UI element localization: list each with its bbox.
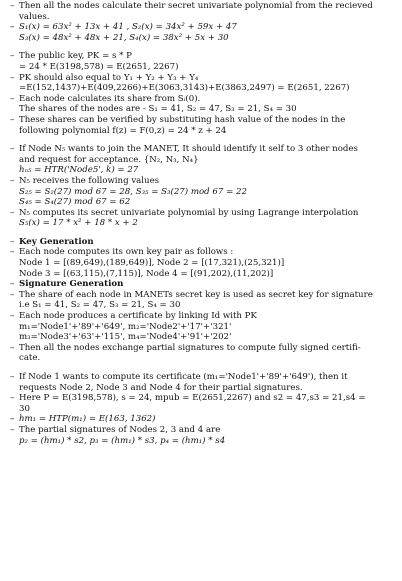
text-line: Node 3 = [(63,115),(7,115)], Node 4 = [(91,202),(11,202)] [19, 268, 274, 279]
text-line: – N₅ computes its secret univariate polynomial by using Lagrange interpolation [19, 207, 359, 218]
text-line: following polynomial f(z) = F(0,z) = 24 * z + 24 [19, 125, 227, 136]
text-line: – Then all the nodes calculate their secret univariate polynomial from the recieved [19, 1, 373, 11]
bullet-polynomial-intro [10, 1, 396, 22]
equation-line: – S₁(x) = 63x² + 13x + 41 , S₂(x) = 34x² + 59x + 47 [19, 22, 237, 33]
bullet-key-pairs [10, 247, 396, 279]
text-line: – Each node calculates its share from Sᵢ(0). [19, 93, 201, 104]
text-line: and request for acceptance. {N₂, N₃, N₄} [19, 154, 199, 165]
bullet-secret-share [10, 290, 396, 311]
equation-line: S₄₅ = S₄(27) mod 67 = 62 [19, 197, 131, 208]
text-line: – The public key, PK = s * P [19, 51, 132, 62]
bullet-node-join [10, 144, 396, 176]
text-line: – These shares can be verified by substituting hash value of the nodes in the [19, 114, 346, 125]
text-line: i.e S₁ = 41, S₂ = 47, S₃ = 21, S₄ = 30 [19, 300, 181, 311]
heading-key-generation: – Key Generation [10, 237, 396, 248]
spacer [10, 364, 396, 372]
bullet-lagrange [10, 208, 396, 229]
spacer [10, 43, 396, 51]
bullet-shares [10, 94, 396, 115]
text-line: – Here P = E(3198,578), s = 24, mpub = E(2651,2267) and s2 = 47,s3 = 21,s4 = [19, 393, 366, 404]
text-line: 30 [19, 403, 30, 414]
equation-line: hₙ₅ = HTR('Node5', k) = 27 [19, 165, 139, 176]
text-line: Node 1 = [(89,649),(189,649)], Node 2 = [(17,321),(25,321)] [19, 258, 285, 269]
bullet-hash [10, 414, 396, 425]
heading-signature-generation: – Signature Generation [10, 279, 396, 290]
equation-line: S₂₅ = S₂(27) mod 67 = 28, S₃₅ = S₃(27) mod 67 = 22 [19, 186, 247, 197]
text-line: – N₅ receives the following values [19, 175, 160, 186]
text-line: m₁='Node1'+'89'+'649', m₂='Node2'+'17'+'321' [19, 321, 232, 332]
bullet-verify [10, 115, 396, 136]
bullet-node1-request [10, 372, 396, 393]
text-line: – PK should also equal to Y₁ + Y₂ + Y₃ + Y₄ [19, 72, 199, 83]
text-line: m₃='Node3'+'63'+'115', m₄='Node4'+'91'+'202' [19, 332, 232, 343]
text-line: = 24 * E(3198,578) = E(2651, 2267) [19, 61, 179, 72]
bullet-parameters [10, 393, 396, 414]
bullet-exchange [10, 343, 396, 364]
text-line: requests Node 2, Node 3 and Node 4 for their partial signatures. [19, 382, 303, 393]
bullet-polynomials [10, 22, 396, 43]
equation-line: S₅(x) = 17 * x² + 18 * x + 2 [19, 218, 138, 229]
text-line: cate. [19, 353, 41, 364]
text-line: =E(152,1437)+E(409,2266)+E(3063,3143)+E(3863,2497) = E(2651, 2267) [19, 83, 350, 94]
text-line: The shares of the nodes are - S₁ = 41, S₂ = 47, S₃ = 21, S₄ = 30 [19, 104, 297, 115]
text-line: – Then all the nodes exchange partial signatures to compute fully signed certifi- [19, 342, 361, 353]
equation-line: S₃(x) = 48x² + 48x + 21, S₄(x) = 38x² + 5x + 30 [19, 32, 229, 43]
text-line: – Each node produces a certificate by linking Id with PK [19, 311, 257, 322]
text-line: – The share of each node in MANETs secret key is used as secret key for signature [19, 289, 373, 300]
bullet-partial-signatures [10, 425, 396, 446]
equation-line: – hm₁ = HTP(m₁) = E(163, 1362) [19, 414, 156, 425]
bullet-public-key [10, 51, 396, 72]
bullet-pk-sum [10, 73, 396, 94]
equation-line: p₂ = (hm₁) * s2, p₃ = (hm₁) * s3, p₄ = (hm₁) * s4 [19, 435, 226, 446]
spacer [10, 136, 396, 144]
text-line: – If Node 1 wants to compute its certificate (m₁='Node1'+'89'+'649'), then it [19, 372, 348, 382]
text-line: values. [19, 11, 50, 22]
text-line: – The partial signatures of Nodes 2, 3 and 4 are [19, 424, 221, 435]
bullet-received-values [10, 176, 396, 208]
spacer [10, 229, 396, 237]
bullet-certificate [10, 311, 396, 343]
text-line: – If Node N₅ wants to join the MANET, It should identify it self to 3 other nodes [19, 144, 358, 155]
text-line: – Each node computes its own key pair as follows : [19, 247, 234, 258]
